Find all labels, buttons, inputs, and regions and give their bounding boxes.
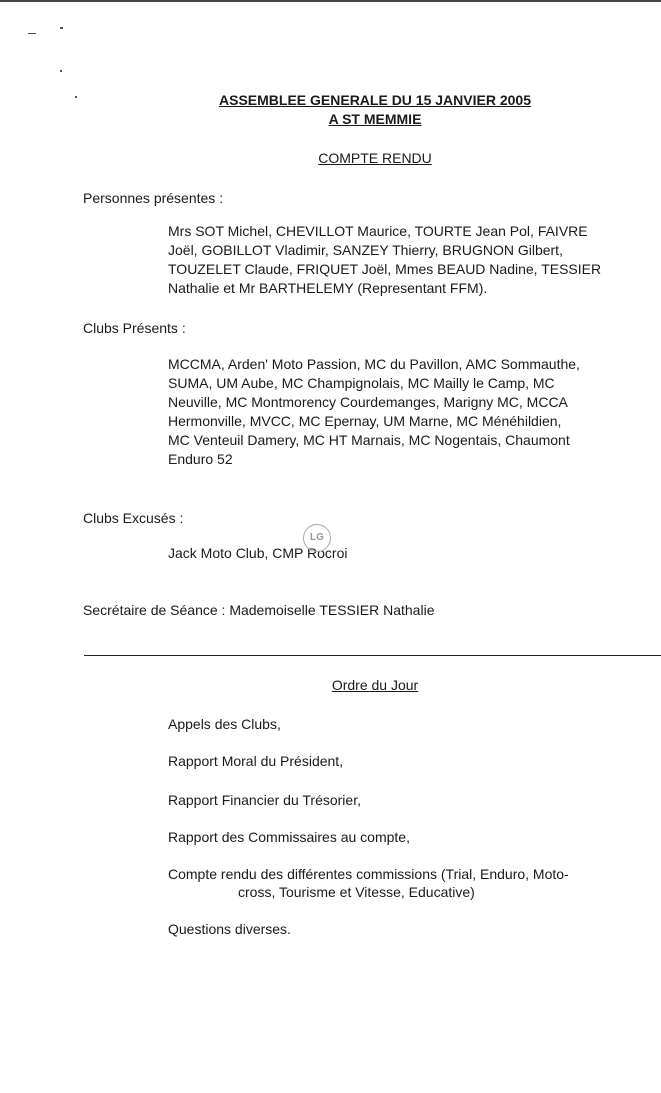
secretary-row [83, 602, 434, 618]
scan-speck [75, 96, 77, 98]
section-divider [84, 655, 661, 656]
agenda-item: Compte rendu des différentes commissions (Trial, Enduro, Moto- [168, 866, 569, 882]
attendees-label: Personnes présentes : [83, 190, 224, 206]
clubs-present-line: MCCMA, Arden' Moto Passion, MC du Pavillon, AMC Sommauthe, [168, 356, 580, 372]
clubs-present-line: Enduro 52 [168, 451, 233, 467]
scan-speck [60, 27, 63, 29]
agenda-item: Questions diverses. [168, 921, 291, 937]
lg-stamp-mark: LG [303, 524, 331, 552]
clubs-present-label: Clubs Présents : [83, 320, 186, 336]
attendees-line: Mrs SOT Michel, CHEVILLOT Maurice, TOURTE Jean Pol, FAIVRE [168, 223, 588, 239]
attendees-line: Nathalie et Mr BARTHELEMY (Representant FFM). [168, 280, 488, 296]
clubs-present-line: MC Venteuil Damery, MC HT Marnais, MC Nogentais, Chaumont [168, 432, 570, 448]
clubs-present-list [168, 355, 648, 469]
agenda-item: Appels des Clubs, [168, 716, 281, 732]
secretary-label: Secrétaire de Séance : [83, 602, 226, 618]
document-type: COMPTE RENDU [318, 150, 432, 166]
scan-speck [60, 70, 62, 72]
scan-speck [28, 33, 36, 34]
meeting-location: A ST MEMMIE [328, 111, 422, 127]
agenda-item-continuation: cross, Tourisme et Vitesse, Educative) [238, 884, 475, 900]
clubs-present-line: Neuville, MC Montmorency Courdemanges, Marigny MC, MCCA [168, 394, 568, 410]
secretary-name: Mademoiselle TESSIER Nathalie [229, 602, 435, 618]
attendees-line: Joël, GOBILLOT Vladimir, SANZEY Thierry, BRUGNON Gilbert, [168, 242, 563, 258]
attendees-line: TOUZELET Claude, FRIQUET Joël, Mmes BEAUD Nadine, TESSIER [168, 261, 602, 277]
agenda-item: Rapport Financier du Trésorier, [168, 792, 361, 808]
meeting-title: ASSEMBLEE GENERALE DU 15 JANVIER 2005 [219, 92, 531, 108]
attendees-list [168, 222, 648, 298]
clubs-present-line: SUMA, UM Aube, MC Champignolais, MC Mailly le Camp, MC [168, 375, 555, 391]
agenda-item: Rapport des Commissaires au compte, [168, 829, 410, 845]
agenda-title: Ordre du Jour [331, 677, 419, 693]
top-scan-edge [0, 0, 661, 2]
clubs-excused-label: Clubs Excusés : [83, 510, 184, 526]
clubs-present-line: Hermonville, MVCC, MC Epernay, UM Marne, MC Ménéhildien, [168, 413, 562, 429]
clubs-excused-list: Jack Moto Club, CMP Rocroi [168, 545, 348, 561]
agenda-item: Rapport Moral du Président, [168, 753, 344, 769]
